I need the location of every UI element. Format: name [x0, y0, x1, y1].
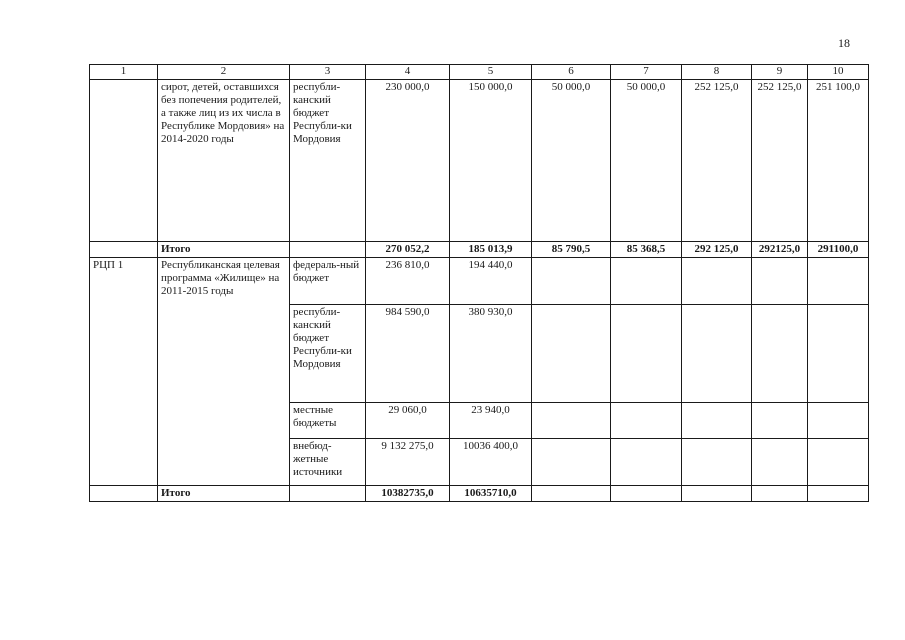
- total-value-8: 292 125,0: [682, 242, 752, 258]
- funding-source-cell: местные бюджеты: [290, 403, 366, 439]
- empty-cell: [752, 439, 808, 486]
- value-cell-6: 50 000,0: [532, 80, 611, 242]
- funding-source-cell: республи-канский бюджет Республи-ки Мордовия: [290, 305, 366, 403]
- empty-cell: [532, 305, 611, 403]
- funding-source-cell: [290, 242, 366, 258]
- total-value-5: 185 013,9: [450, 242, 532, 258]
- total-value-4: 270 052,2: [366, 242, 450, 258]
- total-label: Итого: [158, 242, 290, 258]
- empty-cell: [752, 305, 808, 403]
- col-number-7: 7: [611, 65, 682, 80]
- total-row: [90, 486, 869, 502]
- funding-source-cell: федераль-ный бюджет: [290, 258, 366, 305]
- col-number-1: 1: [90, 65, 158, 80]
- value-cell-5: 10036 400,0: [450, 439, 532, 486]
- column-number-row: [90, 65, 869, 80]
- empty-cell: [752, 403, 808, 439]
- col-number-2: 2: [158, 65, 290, 80]
- value-cell-5: 150 000,0: [450, 80, 532, 242]
- empty-cell: [532, 403, 611, 439]
- value-cell-5: 23 940,0: [450, 403, 532, 439]
- col-number-9: 9: [752, 65, 808, 80]
- col-number-5: 5: [450, 65, 532, 80]
- table-row: [90, 258, 869, 305]
- table-row: [90, 80, 869, 242]
- row-code-cell: [90, 80, 158, 242]
- empty-cell: [532, 439, 611, 486]
- total-value-10: 291100,0: [808, 242, 869, 258]
- empty-cell: [611, 439, 682, 486]
- value-cell-4: 29 060,0: [366, 403, 450, 439]
- empty-cell: [682, 403, 752, 439]
- program-name-cell: Республиканская целевая программа «Жилище» на 2011-2015 годы: [158, 258, 290, 486]
- row-code-cell: [90, 242, 158, 258]
- empty-cell: [532, 258, 611, 305]
- funding-source-cell: внебюд-жетные источники: [290, 439, 366, 486]
- empty-cell: [808, 305, 869, 403]
- col-number-4: 4: [366, 65, 450, 80]
- empty-cell: [752, 486, 808, 502]
- funding-source-cell: [290, 486, 366, 502]
- value-cell-5: 380 930,0: [450, 305, 532, 403]
- value-cell-8: 252 125,0: [682, 80, 752, 242]
- empty-cell: [808, 439, 869, 486]
- value-cell-4: 230 000,0: [366, 80, 450, 242]
- total-label: Итого: [158, 486, 290, 502]
- empty-cell: [611, 258, 682, 305]
- col-number-3: 3: [290, 65, 366, 80]
- col-number-10: 10: [808, 65, 869, 80]
- empty-cell: [752, 258, 808, 305]
- empty-cell: [611, 305, 682, 403]
- budget-table: [89, 64, 869, 502]
- row-code-cell: [90, 486, 158, 502]
- value-cell-4: 9 132 275,0: [366, 439, 450, 486]
- empty-cell: [682, 305, 752, 403]
- page-number: 18: [838, 36, 850, 50]
- value-cell-5: 194 440,0: [450, 258, 532, 305]
- empty-cell: [611, 486, 682, 502]
- total-row: [90, 242, 869, 258]
- value-cell-10: 251 100,0: [808, 80, 869, 242]
- empty-cell: [808, 258, 869, 305]
- empty-cell: [611, 403, 682, 439]
- value-cell-4: 236 810,0: [366, 258, 450, 305]
- funding-source-cell: республи-канский бюджет Республи-ки Мордовия: [290, 80, 366, 242]
- total-value-5: 10635710,0: [450, 486, 532, 502]
- value-cell-9: 252 125,0: [752, 80, 808, 242]
- value-cell-4: 984 590,0: [366, 305, 450, 403]
- col-number-6: 6: [532, 65, 611, 80]
- program-code-cell: РЦП 1: [90, 258, 158, 486]
- total-value-9: 292125,0: [752, 242, 808, 258]
- total-value-6: 85 790,5: [532, 242, 611, 258]
- col-number-8: 8: [682, 65, 752, 80]
- total-value-4: 10382735,0: [366, 486, 450, 502]
- empty-cell: [682, 486, 752, 502]
- program-name-cell: сирот, детей, оставшихся без попечения родителей, а также лиц из их числа в Республике Мордовия» на 2014-2020 годы: [158, 80, 290, 242]
- value-cell-7: 50 000,0: [611, 80, 682, 242]
- empty-cell: [682, 439, 752, 486]
- empty-cell: [682, 258, 752, 305]
- empty-cell: [808, 486, 869, 502]
- empty-cell: [808, 403, 869, 439]
- empty-cell: [532, 486, 611, 502]
- total-value-7: 85 368,5: [611, 242, 682, 258]
